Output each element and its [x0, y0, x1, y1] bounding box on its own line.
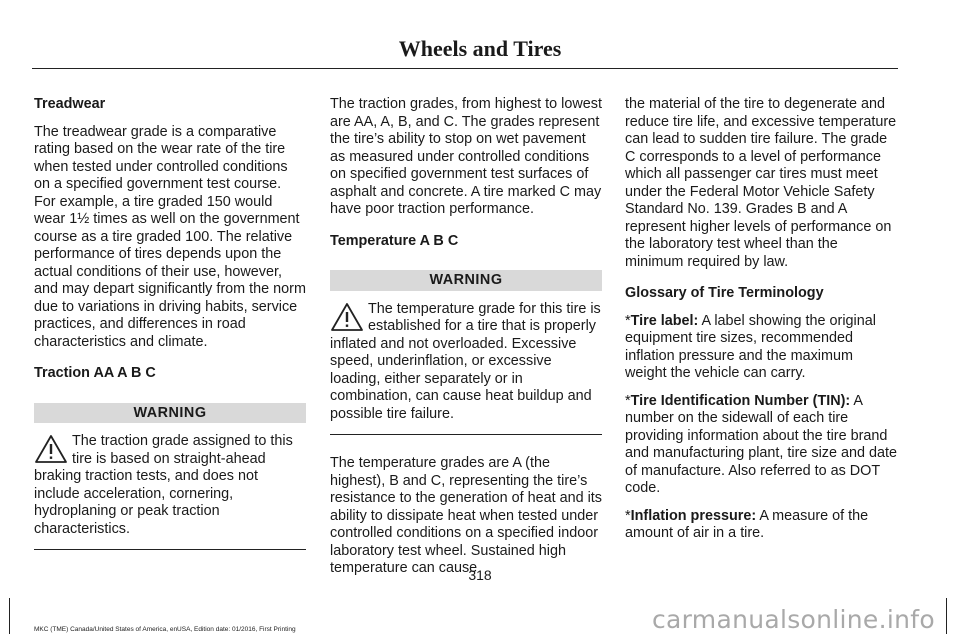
crop-mark-left — [9, 598, 10, 634]
temperature-grades-paragraph: The temperature grades are A (the highest), B and C, representing the tire’s resistance to the generation of heat and its ability to dissipate heat when tested under controlled conditions on a specified indoor laboratory test wheel. Sustained high temperature can cause — [330, 455, 603, 576]
warning-label: WARNING — [330, 270, 602, 291]
glossary-term: Inflation pressure: — [630, 507, 757, 524]
edition-footer: MKC (TME) Canada/United States of America, enUSA, Edition date: 01/2016, First Printing — [34, 626, 296, 633]
traction-grades-paragraph: The traction grades, from highest to lowest are AA, A, B, and C. The grades represent the tire’s ability to stop on wet pavement as measured under controlled conditions on specified government test surfaces of asphalt and concrete. A tire marked C may have poor traction performance. — [330, 96, 602, 217]
temperature-warning — [330, 270, 602, 435]
asterisk: * — [625, 392, 631, 409]
glossary-definition: A measure of the amount of air in a tire. — [625, 507, 869, 541]
glossary-entry — [625, 508, 897, 543]
glossary-term: Tire label: — [630, 312, 699, 329]
warning-text: The temperature grade for this tire is established for a tire that is properly inflated and not overloaded. Excessive speed, underinflation, or excessive loading, either separately or in combination, can cause heat buildup and possible tire failure. — [330, 300, 601, 422]
header-rule — [32, 68, 898, 69]
watermark: carmanualsonline.info — [652, 605, 935, 634]
glossary-definition: A number on the sidewall of each tire providing information about the tire brand and manufacturing plant, tire size and date of manufacture. Also referred to as DOT code. — [625, 392, 897, 496]
glossary-term: Tire Identification Number (TIN): — [630, 392, 851, 409]
treadwear-heading: Treadwear — [34, 96, 106, 112]
warning-triangle-icon — [330, 302, 364, 332]
warning-text: The traction grade assigned to this tire is based on straight-ahead braking traction tests, and does not include acceleration, cornering, hydroplaning or peak traction characteristics. — [34, 433, 293, 537]
glossary-heading: Glossary of Tire Terminology — [625, 285, 824, 301]
warning-triangle-icon — [34, 434, 68, 464]
crop-mark-right — [946, 598, 947, 634]
warning-label: WARNING — [34, 403, 306, 424]
asterisk: * — [625, 507, 631, 524]
glossary-definition: A label showing the original equipment tire sizes, recommended inflation pressure and the maximum weight the vehicle can carry. — [625, 312, 876, 381]
temperature-heading: Temperature A B C — [330, 232, 459, 249]
glossary-entry — [625, 393, 897, 498]
page-title: Wheels and Tires — [398, 36, 562, 61]
traction-heading: Traction AA A B C — [34, 365, 156, 381]
page-number: 318 — [468, 567, 492, 583]
column-2 — [330, 96, 602, 588]
asterisk: * — [625, 312, 631, 329]
glossary-entry — [625, 313, 897, 383]
continued-paragraph: the material of the tire to degenerate and reduce tire life, and excessive temperature can lead to sudden tire failure. The grade C corresponds to a level of performance which all passenger car tires must meet under the Federal Motor Vehicle Safety Standard No. 139. Grades B and A represent higher levels of performance on the laboratory test wheel than the minimum required by law. — [625, 96, 897, 270]
traction-warning — [34, 403, 306, 551]
column-1 — [34, 96, 306, 570]
treadwear-paragraph: The treadwear grade is a comparative rating based on the wear rate of the tire when tested under controlled conditions on a specified government test course. For example, a tire graded 150 would wear 1½ times as well on the government course as a tire graded 100. The relative performance of tires depends upon the actual conditions of their use, however, and may depart significantly from the norm due to variations in driving habits, service practices, and differences in road characteristics and climate. — [34, 123, 306, 350]
column-3 — [625, 96, 897, 553]
